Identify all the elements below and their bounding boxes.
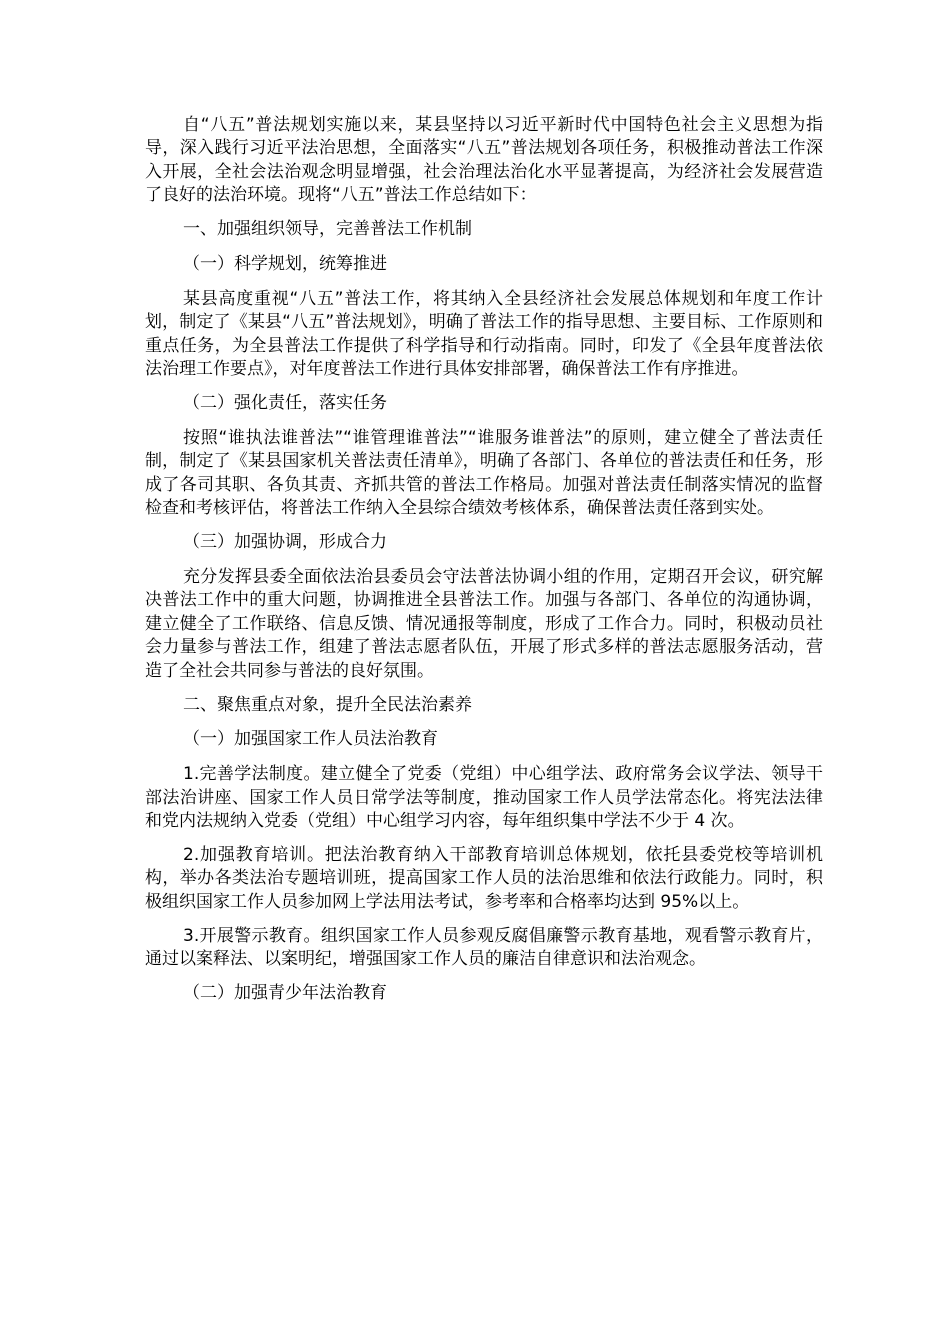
paragraph-2-1-2: 2.加强教育培训。把法治教育纳入干部教育培训总体规划，依托县委党校等培训机构，举办各类法治专题培训班，提高国家工作人员的法治思维和依法行政能力。同时，积极组织国家工作人员参加网上学法用法考试，参考率和合格率均达到 95%以上。: [145, 845, 823, 912]
subsection-heading-1-1: （一）科学规划，统筹推进: [183, 254, 387, 275]
paragraph-2-1-3: 3.开展警示教育。组织国家工作人员参观反腐倡廉警示教育基地，观看警示教育片，通过以案释法、以案明纪，增强国家工作人员的廉洁自律意识和法治观念。: [145, 925, 823, 970]
intro-paragraph: 自“八五”普法规划实施以来，某县坚持以习近平新时代中国特色社会主义思想为指导，深入践行习近平法治思想，全面落实“八五”普法规划各项任务，积极推动普法工作深入开展，全社会法治观念明显增强，社会治理法治化水平显著提高，为经济社会发展营造了良好的法治环境。现将“八五”普法工作总结如下：: [145, 115, 823, 206]
subsection-heading-2-2: （二）加强青少年法治教育: [183, 983, 387, 1004]
paragraph-1-2: 按照“谁执法谁普法”“谁管理谁普法”“谁服务谁普法”的原则，建立健全了普法责任制，制定了《某县国家机关普法责任清单》，明确了各部门、各单位的普法责任和任务，形成了各司其职、各负其责、齐抓共管的普法工作格局。加强对普法责任制落实情况的监督检查和考核评估，将普法工作纳入全县综合绩效考核体系，确保普法责任落到实处。: [145, 427, 823, 519]
paragraph-1-1: 某县高度重视“八五”普法工作，将其纳入全县经济社会发展总体规划和年度工作计划，制定了《某县“八五”普法规划》，明确了普法工作的指导思想、主要目标、工作原则和重点任务，为全县普法工作提供了科学指导和行动指南。同时，印发了《全县年度普法依法治理工作要点》，对年度普法工作进行具体安排部署，确保普法工作有序推进。: [145, 288, 823, 380]
document-body: [145, 114, 823, 1017]
subsection-heading-2-1: （一）加强国家工作人员法治教育: [183, 729, 438, 750]
subsection-heading-1-2: （二）强化责任，落实任务: [183, 393, 387, 414]
paragraph-1-3: 充分发挥县委全面依法治县委员会守法普法协调小组的作用，定期召开会议，研究解决普法工作中的重大问题，协调推进全县普法工作。加强与各部门、各单位的沟通协调，建立健全了工作联络、信息反馈、情况通报等制度，形成了工作合力。同时，积极动员社会力量参与普法工作，组建了普法志愿者队伍，开展了形式多样的普法志愿服务活动，营造了全社会共同参与普法的良好氛围。: [145, 567, 823, 681]
section-heading-1: 一、加强组织领导，完善普法工作机制: [183, 219, 472, 240]
section-heading-2: 二、聚焦重点对象，提升全民法治素养: [183, 694, 472, 715]
subsection-heading-1-3: （三）加强协调，形成合力: [183, 532, 387, 553]
paragraph-2-1-1: 1.完善学法制度。建立健全了党委（党组）中心组学法、政府常务会议学法、领导干部法治讲座、国家工作人员日常学法等制度，推动国家工作人员学法常态化。将宪法法律和党内法规纳入党委（党组）中心组学习内容，每年组织集中学法不少于 4 次。: [145, 764, 823, 832]
